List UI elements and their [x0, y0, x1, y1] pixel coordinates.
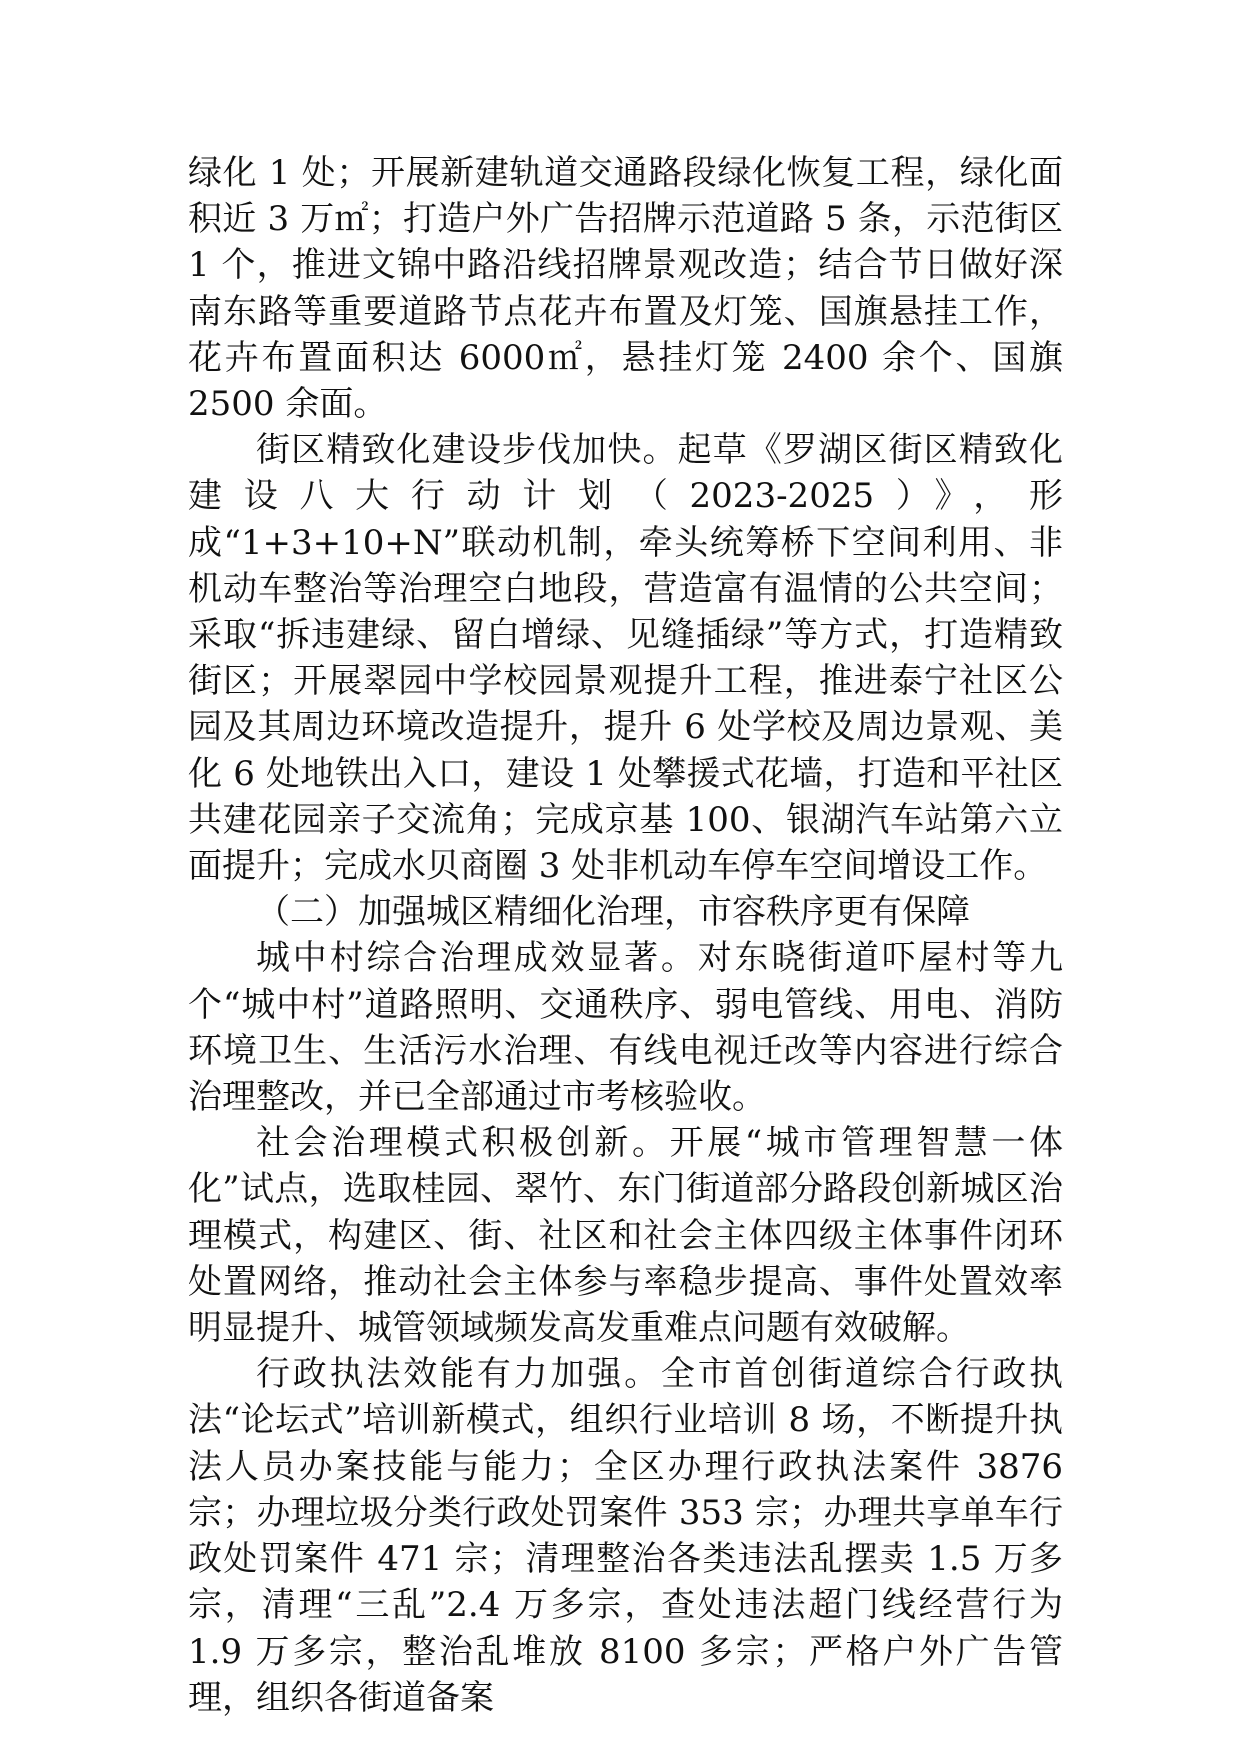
paragraph-urban-village: 城中村综合治理成效显著。对东晓街道吓屋村等九个“城中村”道路照明、交通秩序、弱电管线、用电、消防环境卫生、生活污水治理、有线电视迁改等内容进行综合治理整改，并已全部通过市考核验收。 — [188, 938, 1063, 1118]
section-heading-2: （二）加强城区精细化治理，市容秩序更有保障 — [256, 892, 970, 933]
paragraph-law-enforcement: 行政执法效能有力加强。全市首创街道综合行政执法“论坛式”培训新模式，组织行业培训 8 场，不断提升执法人员办案技能与能力；全区办理行政执法案件 3876 宗；办理垃圾分类行政处罚案件 353 宗；办理共享单车行政处罚案件 471 宗；清理整治各类违法乱摆卖 1.5 万多宗，清理“三乱”2.4 万多宗，查处违法超门线经营行为 1.9 万多宗，整治乱堆放 8100 多宗；严格户外广告管理，组织各街道备案 — [188, 1354, 1063, 1718]
paragraph-social-governance: 社会治理模式积极创新。开展“城市管理智慧一体化”试点，选取桂园、翠竹、东门街道部分路段创新城区治理模式，构建区、街、社区和社会主体四级主体事件闭环处置网络，推动社会主体参与率稳步提高、事件处置效率明显提升、城管领域频发高发重难点问题有效破解。 — [188, 1123, 1063, 1349]
document-page — [188, 150, 1063, 1721]
paragraph-greening-continued: 绿化 1 处；开展新建轨道交通路段绿化恢复工程，绿化面积近 3 万㎡；打造户外广告招牌示范道路 5 条，示范街区 1 个，推进文锦中路沿线招牌景观改造；结合节日做好深南东路等重要道路节点花卉布置及灯笼、国旗悬挂工作，花卉布置面积达 6000㎡，悬挂灯笼 2400 余个、国旗 2500 余面。 — [188, 153, 1063, 425]
paragraph-street-refinement: 街区精致化建设步伐加快。起草《罗湖区街区精致化建设八大行动计划（2023-2025）》，形成“1+3+10+N”联动机制，牵头统筹桥下空间利用、非机动车整治等治理空白地段，营造富有温情的公共空间；采取“拆违建绿、留白增绿、见缝插绿”等方式，打造精致街区；开展翠园中学校园景观提升工程，推进泰宁社区公园及其周边环境改造提升，提升 6 处学校及周边景观、美化 6 处地铁出入口，建设 1 处攀援式花墙，打造和平社区共建花园亲子交流角；完成京基 100、银湖汽车站第六立面提升；完成水贝商圈 3 处非机动车停车空间增设工作。 — [188, 430, 1063, 887]
